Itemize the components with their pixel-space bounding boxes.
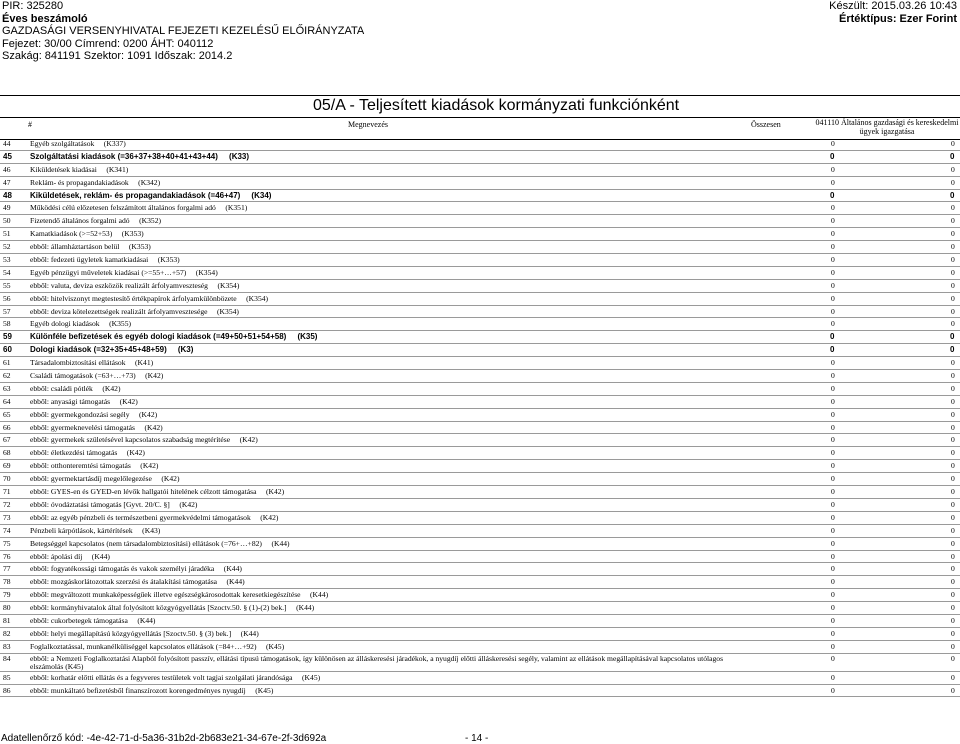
row-label: ebből: életkezdési támogatás (K42) xyxy=(30,448,145,458)
page-title: 05/A - Teljesített kiadások kormányzati funkciónként xyxy=(313,97,680,114)
table-row xyxy=(0,615,960,628)
row-number: 74 xyxy=(3,525,11,535)
row-number: 68 xyxy=(3,448,11,458)
row-total-value: 0 xyxy=(831,203,835,213)
row-number: 83 xyxy=(3,641,11,651)
row-number: 45 xyxy=(3,151,12,161)
row-function-value: 0 xyxy=(951,499,955,509)
col-header-num: # xyxy=(28,120,32,129)
row-label: ebből: kormányhivatalok által folyósított közgyógyellátás [Szoctv.50. § (1)-(2) bek.] (K44) xyxy=(30,603,315,613)
row-number: 77 xyxy=(3,564,11,574)
row-label: ebből: az egyéb pénzbeli és természetbeni gyermekvédelmi támogatások (K42) xyxy=(30,512,279,522)
row-total-value: 0 xyxy=(831,603,835,613)
row-label: ebből: hitelviszonyt megtestesítő értékpapírok árfolyamkülönbözete (K354) xyxy=(30,293,269,303)
title-band xyxy=(0,95,960,118)
row-label: ebből: otthonteremtési támogatás (K42) xyxy=(30,461,159,471)
row-label: ebből: óvodáztatási támogatás [Gyvt. 20/C. §] (K42) xyxy=(30,499,198,509)
row-total-value: 0 xyxy=(831,229,835,239)
row-total-value: 0 xyxy=(831,139,835,148)
row-number: 79 xyxy=(3,590,11,600)
sector-period: Szakág: 841191 Szektor: 1091 Időszak: 2014.2 xyxy=(2,50,233,62)
row-function-value: 0 xyxy=(951,435,955,445)
row-function-value: 0 xyxy=(950,332,955,342)
row-label: ebből: GYES-en és GYED-en lévők hallgatói hitelének célzott támogatása (K42) xyxy=(30,487,285,497)
row-total-value: 0 xyxy=(831,641,835,651)
row-total-value: 0 xyxy=(831,512,835,522)
row-label: Foglalkoztatással, munkanélküliséggel kapcsolatos ellátások (=84+…+92) (K45) xyxy=(30,641,285,651)
table-row xyxy=(0,138,960,151)
table-row xyxy=(0,383,960,396)
row-number: 61 xyxy=(3,358,11,368)
row-number: 66 xyxy=(3,422,11,432)
row-function-value: 0 xyxy=(951,242,955,252)
row-function-value: 0 xyxy=(951,590,955,600)
row-number: 63 xyxy=(3,383,11,393)
table-row xyxy=(0,357,960,370)
row-total-value: 0 xyxy=(831,422,835,432)
table-row xyxy=(0,202,960,215)
table-row xyxy=(0,460,960,473)
table-row xyxy=(0,628,960,641)
row-label: Különféle befizetések és egyéb dologi kiadások (=49+50+51+54+58) (K35) xyxy=(30,332,318,342)
table-body xyxy=(0,138,960,697)
row-function-value: 0 xyxy=(951,409,955,419)
row-function-value: 0 xyxy=(951,267,955,277)
row-function-value: 0 xyxy=(951,255,955,265)
table-row xyxy=(0,241,960,254)
row-function-value: 0 xyxy=(951,487,955,497)
row-label: Családi támogatások (=63+…+73) (K42) xyxy=(30,371,164,381)
table-row xyxy=(0,306,960,319)
table-row xyxy=(0,499,960,512)
page-number: - 14 - xyxy=(465,733,489,744)
row-total-value: 0 xyxy=(831,672,835,682)
row-function-value: 0 xyxy=(951,474,955,484)
table-row xyxy=(0,280,960,293)
row-label: ebből: fedezeti ügyletek kamatkiadásai (K353) xyxy=(30,255,180,265)
report-header-right xyxy=(829,0,957,25)
row-number: 84 xyxy=(3,653,11,663)
row-function-value: 0 xyxy=(951,319,955,329)
row-label: ebből: családi pótlék (K42) xyxy=(30,383,121,393)
row-function-value: 0 xyxy=(951,280,955,290)
row-label: Kiküldetések kiadásai (K341) xyxy=(30,164,129,174)
table-row xyxy=(0,370,960,383)
table-row xyxy=(0,551,960,564)
report-header-left xyxy=(2,0,364,63)
row-function-value: 0 xyxy=(951,538,955,548)
row-label: ebből: mozgáskorlátozottak szerzési és átalakítási támogatása (K44) xyxy=(30,577,245,587)
row-number: 59 xyxy=(3,332,12,342)
table-row xyxy=(0,486,960,499)
table-row xyxy=(0,434,960,447)
table-row xyxy=(0,344,960,357)
row-total-value: 0 xyxy=(831,319,835,329)
row-number: 56 xyxy=(3,293,11,303)
row-function-value: 0 xyxy=(951,177,955,187)
row-label: Társadalombiztosítási ellátások (K41) xyxy=(30,358,154,368)
row-function-value: 0 xyxy=(951,422,955,432)
row-total-value: 0 xyxy=(831,358,835,368)
table-row xyxy=(0,602,960,615)
row-function-value: 0 xyxy=(951,603,955,613)
table-row xyxy=(0,177,960,190)
row-total-value: 0 xyxy=(831,628,835,638)
row-number: 55 xyxy=(3,280,11,290)
row-total-value: 0 xyxy=(831,685,835,695)
row-total-value: 0 xyxy=(831,461,835,471)
pir-label: PIR: 325280 xyxy=(2,0,64,12)
row-total-value: 0 xyxy=(831,396,835,406)
row-label: Reklám- és propagandakiadások (K342) xyxy=(30,177,161,187)
row-label: Egyéb dologi kiadások (K355) xyxy=(30,319,132,329)
table-row xyxy=(0,318,960,331)
row-function-value: 0 xyxy=(951,672,955,682)
row-total-value: 0 xyxy=(830,190,835,200)
row-total-value: 0 xyxy=(831,164,835,174)
row-total-value: 0 xyxy=(831,177,835,187)
row-total-value: 0 xyxy=(831,653,835,663)
row-function-value: 0 xyxy=(950,345,955,355)
table-row xyxy=(0,473,960,486)
row-total-value: 0 xyxy=(831,448,835,458)
table-row xyxy=(0,672,960,685)
row-label: ebből: deviza kötelezettségek realizált árfolyamvesztesége (K354) xyxy=(30,306,239,316)
col-header-function: 041110 Általános gazdasági és kereskedelmi ügyek igazgatása xyxy=(815,118,959,136)
row-label: Egyéb szolgáltatások (K337) xyxy=(30,139,126,148)
row-total-value: 0 xyxy=(831,409,835,419)
row-number: 46 xyxy=(3,164,11,174)
row-total-value: 0 xyxy=(831,525,835,535)
row-function-value: 0 xyxy=(951,396,955,406)
row-number: 80 xyxy=(3,603,11,613)
row-label: ebből: megváltozott munkaképességűek illetve egészségkárosodottak keresetkiegészítése (K44) xyxy=(30,590,329,600)
row-function-value: 0 xyxy=(951,293,955,303)
row-label: Fizetendő általános forgalmi adó (K352) xyxy=(30,216,162,226)
row-number: 57 xyxy=(3,306,11,316)
row-function-value: 0 xyxy=(951,448,955,458)
row-number: 64 xyxy=(3,396,11,406)
row-label: ebből: ápolási díj (K44) xyxy=(30,551,110,561)
value-type: Értéktípus: Ezer Forint xyxy=(839,12,957,25)
table-row xyxy=(0,563,960,576)
row-function-value: 0 xyxy=(951,628,955,638)
row-label: ebből: gyermektartásdíj megelőlegezése (K42) xyxy=(30,474,180,484)
row-function-value: 0 xyxy=(951,139,955,148)
table-row xyxy=(0,215,960,228)
table-row xyxy=(0,254,960,267)
row-number: 44 xyxy=(3,139,11,148)
table-row xyxy=(0,685,960,698)
row-number: 50 xyxy=(3,216,11,226)
row-number: 53 xyxy=(3,255,11,265)
row-number: 48 xyxy=(3,190,12,200)
row-number: 73 xyxy=(3,512,11,522)
row-function-value: 0 xyxy=(951,551,955,561)
row-total-value: 0 xyxy=(830,151,835,161)
created-at: Készült: 2015.03.26 10:43 xyxy=(829,0,957,12)
row-total-value: 0 xyxy=(831,293,835,303)
row-number: 85 xyxy=(3,672,11,682)
row-number: 47 xyxy=(3,177,11,187)
table-row xyxy=(0,512,960,525)
row-function-value: 0 xyxy=(951,306,955,316)
row-number: 70 xyxy=(3,474,11,484)
table-row xyxy=(0,576,960,589)
col-header-total: Összesen xyxy=(751,120,781,129)
col-header-name: Megnevezés xyxy=(348,120,388,129)
row-function-value: 0 xyxy=(951,525,955,535)
row-label: ebből: valuta, deviza eszközök realizált árfolyamveszteség (K354) xyxy=(30,280,240,290)
row-number: 75 xyxy=(3,538,11,548)
table-row xyxy=(0,396,960,409)
row-total-value: 0 xyxy=(831,280,835,290)
row-function-value: 0 xyxy=(950,151,955,161)
row-function-value: 0 xyxy=(951,653,955,663)
table-row xyxy=(0,190,960,203)
table-row xyxy=(0,589,960,602)
row-number: 60 xyxy=(3,345,12,355)
row-label: ebből: munkáltató befizetésből finanszírozott korengedményes nyugdíj (K45) xyxy=(30,685,274,695)
row-number: 78 xyxy=(3,577,11,587)
row-label: Dologi kiadások (=32+35+45+48+59) (K3) xyxy=(30,345,194,355)
row-total-value: 0 xyxy=(831,487,835,497)
table-row xyxy=(0,422,960,435)
row-function-value: 0 xyxy=(951,577,955,587)
row-total-value: 0 xyxy=(831,564,835,574)
row-number: 86 xyxy=(3,685,11,695)
row-function-value: 0 xyxy=(951,685,955,695)
row-label: Betegséggel kapcsolatos (nem társadalombiztosítási) ellátások (=76+…+82) (K44) xyxy=(30,538,290,548)
row-label: ebből: gyermeknevelési támogatás (K42) xyxy=(30,422,163,432)
row-total-value: 0 xyxy=(831,499,835,509)
row-number: 71 xyxy=(3,487,11,497)
row-function-value: 0 xyxy=(951,641,955,651)
table-row xyxy=(0,447,960,460)
table-row xyxy=(0,654,960,672)
row-total-value: 0 xyxy=(831,306,835,316)
row-function-value: 0 xyxy=(951,164,955,174)
row-label: Működési célú előzetesen felszámított általános forgalmi adó (K351) xyxy=(30,203,248,213)
row-total-value: 0 xyxy=(831,216,835,226)
table-header xyxy=(0,117,960,140)
row-label: ebből: államháztartáson belül (K353) xyxy=(30,242,151,252)
row-total-value: 0 xyxy=(831,590,835,600)
row-function-value: 0 xyxy=(951,216,955,226)
row-label: ebből: cukorbetegek támogatása (K44) xyxy=(30,615,156,625)
row-number: 67 xyxy=(3,435,11,445)
row-number: 49 xyxy=(3,203,11,213)
chapter-codes: Fejezet: 30/00 Címrend: 0200 ÁHT: 040112 xyxy=(2,37,214,50)
row-total-value: 0 xyxy=(831,371,835,381)
report-type: Éves beszámoló xyxy=(2,12,88,25)
row-function-value: 0 xyxy=(951,358,955,368)
row-function-value: 0 xyxy=(951,203,955,213)
row-function-value: 0 xyxy=(951,383,955,393)
row-label: ebből: a Nemzeti Foglalkoztatási Alapból folyósított passzív, ellátási típusú támogatások, így különösen az álláskeresési járadékok, a nyugdíj előtti álláskeresési segély, valamint az ellátások megállapításával kapcsolatos utólagos elszámolás (K45) xyxy=(30,653,724,672)
table-row xyxy=(0,641,960,654)
row-total-value: 0 xyxy=(831,255,835,265)
row-function-value: 0 xyxy=(951,371,955,381)
row-label: ebből: fogyatékossági támogatás és vakok személyi járadéka (K44) xyxy=(30,564,242,574)
row-label: Pénzbeli kárpótlások, kártérítések (K43) xyxy=(30,525,161,535)
row-function-value: 0 xyxy=(951,564,955,574)
row-total-value: 0 xyxy=(831,551,835,561)
row-function-value: 0 xyxy=(951,461,955,471)
table-row xyxy=(0,151,960,164)
table-row xyxy=(0,164,960,177)
table-row xyxy=(0,409,960,422)
row-number: 69 xyxy=(3,461,11,471)
table-row xyxy=(0,331,960,344)
row-label: ebből: helyi megállapítású közgyógyellátás [Szoctv.50. § (3) bek.] (K44) xyxy=(30,628,259,638)
row-label: Szolgáltatási kiadások (=36+37+38+40+41+43+44) (K33) xyxy=(30,151,250,161)
row-function-value: 0 xyxy=(951,229,955,239)
row-number: 54 xyxy=(3,267,11,277)
row-function-value: 0 xyxy=(951,615,955,625)
row-function-value: 0 xyxy=(951,512,955,522)
row-label: ebből: gyermekgondozási segély (K42) xyxy=(30,409,158,419)
row-total-value: 0 xyxy=(831,383,835,393)
row-label: Egyéb pénzügyi műveletek kiadásai (>=55+…+57) (K354) xyxy=(30,267,218,277)
table-row xyxy=(0,228,960,241)
table-row xyxy=(0,267,960,280)
row-label: ebből: gyermekek születésével kapcsolatos szabadság megtérítése (K42) xyxy=(30,435,258,445)
row-number: 51 xyxy=(3,229,11,239)
row-total-value: 0 xyxy=(831,474,835,484)
ministry-name: GAZDASÁGI VERSENYHIVATAL FEJEZETI KEZELÉSŰ ELŐIRÁNYZATA xyxy=(2,25,365,37)
row-number: 76 xyxy=(3,551,11,561)
row-total-value: 0 xyxy=(831,615,835,625)
row-total-value: 0 xyxy=(830,345,835,355)
row-number: 65 xyxy=(3,409,11,419)
row-function-value: 0 xyxy=(950,190,955,200)
verification-code: Adatellenőrző kód: -4e-42-71-d-5a36-31b2d-2b683e21-34-67e-2f-3d692a xyxy=(1,733,327,744)
row-total-value: 0 xyxy=(831,242,835,252)
row-total-value: 0 xyxy=(830,332,835,342)
table-row xyxy=(0,525,960,538)
row-total-value: 0 xyxy=(831,267,835,277)
row-total-value: 0 xyxy=(831,435,835,445)
row-number: 58 xyxy=(3,319,11,329)
row-number: 81 xyxy=(3,615,11,625)
row-label: Kiküldetések, reklám- és propagandakiadások (=46+47) (K34) xyxy=(30,190,272,200)
row-label: ebből: anyasági támogatás (K42) xyxy=(30,396,138,406)
row-total-value: 0 xyxy=(831,538,835,548)
row-number: 62 xyxy=(3,371,11,381)
row-label: Kamatkiadások (>=52+53) (K353) xyxy=(30,229,144,239)
row-total-value: 0 xyxy=(831,577,835,587)
row-number: 72 xyxy=(3,499,11,509)
row-number: 82 xyxy=(3,628,11,638)
row-number: 52 xyxy=(3,242,11,252)
table-row xyxy=(0,293,960,306)
row-label: ebből: korhatár előtti ellátás és a fegyveres testületek volt tagjai szolgálati járandósága (K45) xyxy=(30,672,321,682)
table-row xyxy=(0,538,960,551)
